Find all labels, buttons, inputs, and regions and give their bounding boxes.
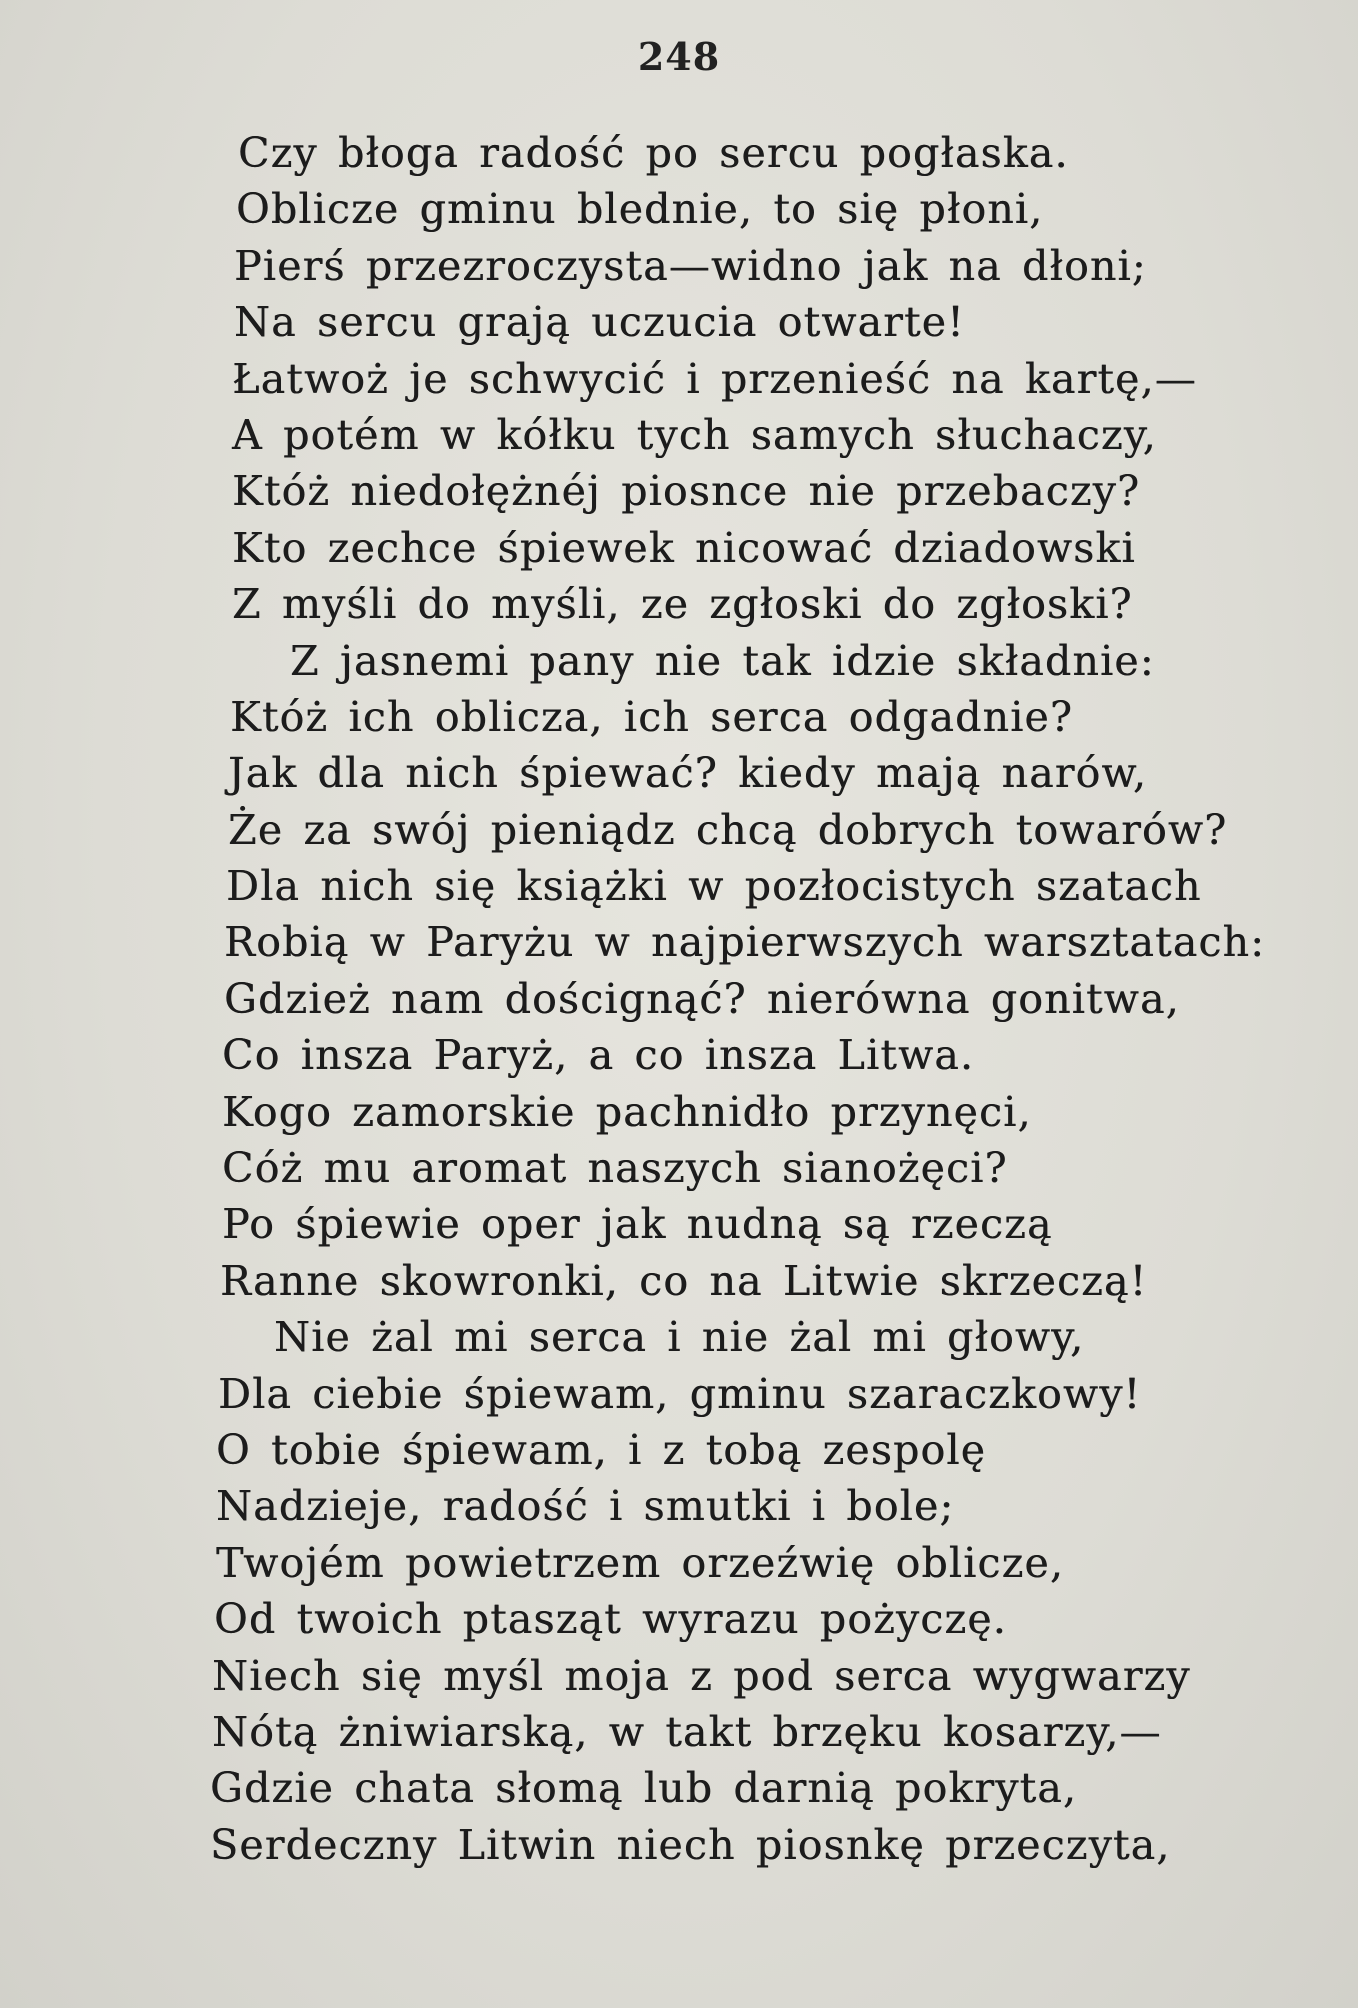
verse-line: Z jasnemi pany nie tak idzie składnie: [290,636,1155,685]
verse-line: Dla ciebie śpiewam, gminu szaraczkowy! [218,1369,1142,1418]
verse-line: Cóż mu aromat naszych sianożęci? [222,1144,1008,1193]
verse-line: Twojém powietrzem orzeźwię oblicze, [216,1538,1065,1587]
verse-line: Robią w Paryżu w najpierwszych warsztatach: [224,918,1266,967]
verse-line: Nie żal mi serca i nie żal mi głowy, [274,1313,1085,1362]
verse-line: Oblicze gminu blednie, to się płoni, [236,185,1044,234]
page-number: 248 [637,34,721,79]
verse-line: Na sercu grają uczucia otwarte! [234,298,965,347]
verse-line: Łatwoż je schwycić i przenieść na kartę,— [232,354,1197,403]
verse-line: Któż ich oblicza, ich serca odgadnie? [230,692,1074,741]
verse-line: Kto zechce śpiewek nicować dziadowski [232,523,1136,572]
verse-line: Czy błoga radość po sercu pogłaska. [238,129,1069,177]
verse-line: Któż niedołężnéj piosnce nie przebaczy? [232,467,1141,516]
verse-line: Po śpiewie oper jak nudną są rzeczą [222,1200,1053,1249]
verse-line: O tobie śpiewam, i z tobą zespolę [216,1425,987,1474]
verse-line: Kogo zamorskie pachnidło przynęci, [222,1087,1032,1136]
verse-line: A potém w kółku tych samych słuchaczy, [232,410,1157,459]
verse-line: Nadzieje, radość i smutki i bole; [216,1482,955,1531]
verse-line: Że za swój pieniądz chcą dobrych towarów? [228,805,1228,854]
verse-line: Z myśli do myśli, ze zgłoski do zgłoski? [232,580,1133,629]
verse-line: Od twoich ptasząt wyrazu pożyczę. [214,1595,1007,1644]
verse-line: Nótą żniwiarską, w takt brzęku kosarzy,— [212,1707,1162,1756]
verse-line: Pierś przezroczysta—widno jak na dłoni; [234,241,1147,290]
verse-line: Gdzie chata słomą lub darnią pokryta, [210,1764,1078,1813]
poem-text [0,125,1265,1873]
verse-line: Niech się myśl moja z pod serca wygwarzy [212,1651,1191,1700]
verse-line: Dla nich się książki w pozłocistych szatach [226,862,1202,911]
verse-line: Ranne skowronki, co na Litwie skrzeczą! [220,1256,1148,1305]
verse-line: Jak dla nich śpiewać? kiedy mają narów, [228,749,1148,798]
verse-line: Co insza Paryż, a co insza Litwa. [222,1031,975,1080]
verse-line: Gdzież nam doścignąć? nierówna gonitwa, [224,974,1180,1023]
verse-line: Serdeczny Litwin niech piosnkę przeczyta, [210,1820,1171,1869]
